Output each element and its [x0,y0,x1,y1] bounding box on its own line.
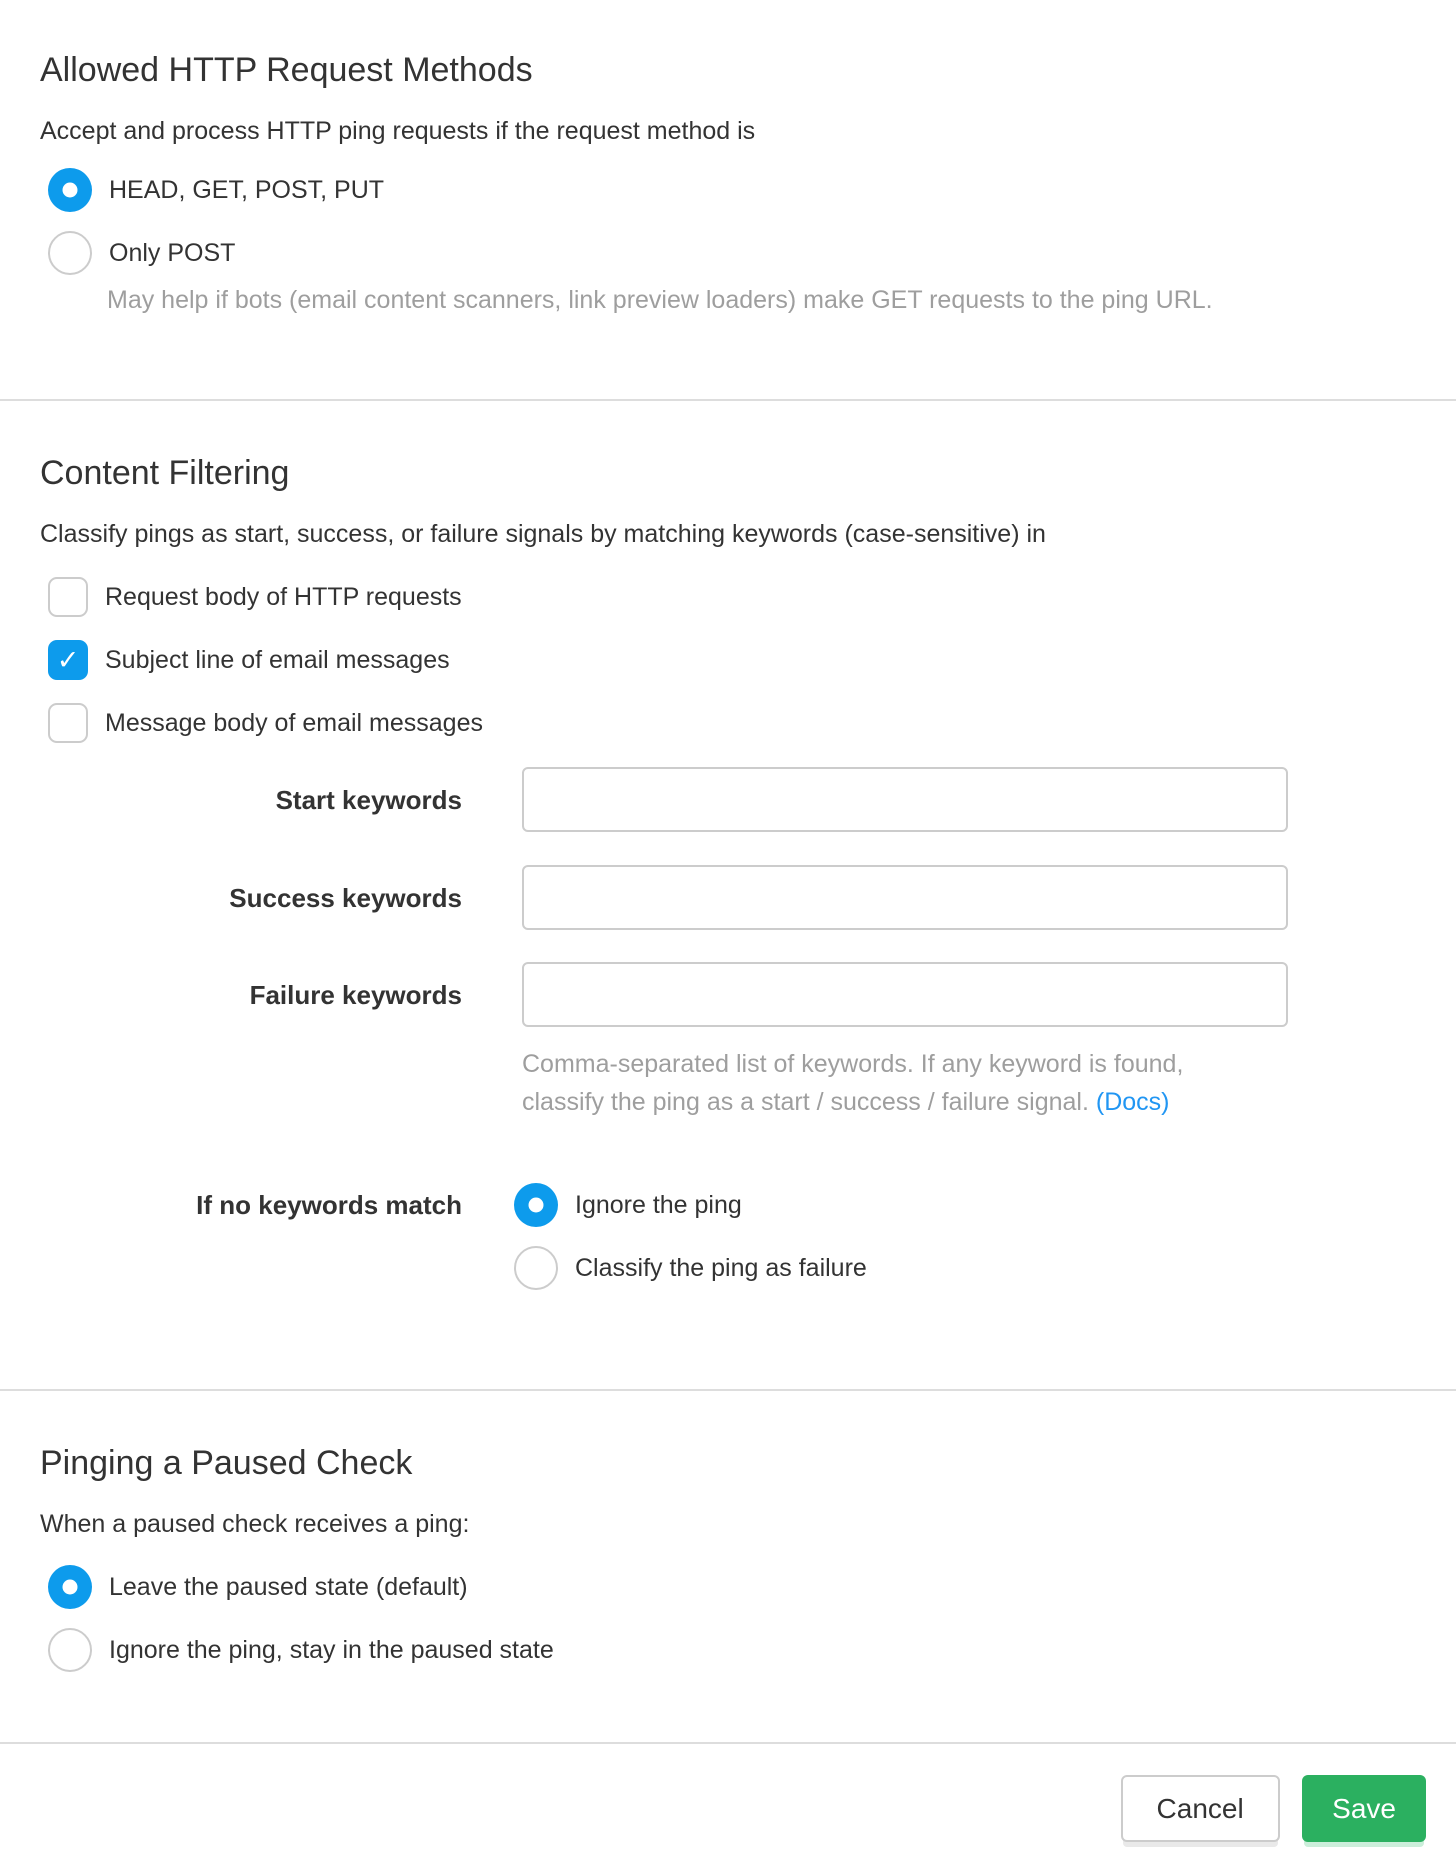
radio-row-ignore-ping[interactable] [514,1183,867,1227]
checkbox-row-email-subject[interactable] [40,640,1416,680]
start-keywords-label: Start keywords [275,784,462,815]
radio-row-ignore-stay-paused[interactable] [40,1628,1416,1672]
radio-only-post[interactable] [48,231,92,275]
radio-label-leave-paused[interactable]: Leave the paused state (default) [109,1573,468,1601]
failure-keywords-input[interactable] [522,962,1288,1027]
section-http-methods [0,0,1456,399]
save-button[interactable]: Save [1302,1775,1426,1842]
success-keywords-input[interactable] [522,865,1288,930]
checkbox-row-request-body[interactable] [40,577,1416,617]
form-footer [0,1744,1456,1842]
cancel-button[interactable]: Cancel [1121,1775,1280,1842]
success-keywords-label: Success keywords [229,882,462,913]
form-row-failure-keywords [40,962,1416,1027]
radio-ignore-ping[interactable] [514,1183,558,1227]
checkbox-label-email-body[interactable]: Message body of email messages [105,709,483,737]
radio-classify-failure[interactable] [514,1246,558,1290]
section-title-paused-check: Pinging a Paused Check [40,1444,413,1482]
checkbox-label-request-body[interactable]: Request body of HTTP requests [105,583,462,611]
form-row-success-keywords [40,865,1416,930]
radio-head-get-post-put[interactable] [48,168,92,212]
http-methods-subtitle: Accept and process HTTP ping requests if the request method is [40,117,756,145]
radio-row-only-post[interactable] [40,231,1416,275]
content-filtering-subtitle: Classify pings as start, success, or failure signals by matching keywords (case-sensitive) in [40,520,1046,548]
checkbox-label-email-subject[interactable]: Subject line of email messages [105,646,450,674]
form-row-start-keywords [40,767,1416,832]
docs-link[interactable]: (Docs) [1095,1088,1170,1116]
radio-row-head-get-post-put[interactable] [40,168,1416,212]
radio-label-classify-failure[interactable]: Classify the ping as failure [575,1254,867,1282]
radio-ignore-stay-paused[interactable] [48,1628,92,1672]
radio-label-ignore-stay-paused[interactable]: Ignore the ping, stay in the paused state [109,1636,554,1664]
radio-row-leave-paused[interactable] [40,1565,1416,1609]
radio-label-head-get-post-put[interactable]: HEAD, GET, POST, PUT [109,176,385,204]
only-post-help-text: May help if bots (email content scanners, link preview loaders) make GET requests to the ping URL. [107,286,1213,314]
keywords-help-line2: classify the ping as a start / success / failure signal. (Docs) [522,1088,1170,1116]
no-keywords-match-label: If no keywords match [196,1190,462,1220]
checkbox-email-body[interactable] [48,703,88,743]
failure-keywords-label: Failure keywords [249,979,462,1010]
radio-row-classify-failure[interactable] [514,1246,867,1290]
paused-check-subtitle: When a paused check receives a ping: [40,1510,470,1538]
start-keywords-input[interactable] [522,767,1288,832]
radio-label-ignore-ping[interactable]: Ignore the ping [575,1191,742,1219]
radio-leave-paused[interactable] [48,1565,92,1609]
checkbox-email-subject[interactable] [48,640,88,680]
section-title-content-filtering: Content Filtering [40,454,290,492]
checkbox-row-email-body[interactable] [40,703,1416,743]
section-content-filtering [0,401,1456,1389]
section-paused-check [0,1391,1456,1742]
radio-label-only-post[interactable]: Only POST [109,239,236,267]
checkbox-request-body[interactable] [48,577,88,617]
section-title-http-methods: Allowed HTTP Request Methods [40,51,533,89]
keywords-help-text [522,1045,1262,1121]
form-row-no-keywords-match [40,1183,1416,1290]
keywords-help-line1: Comma-separated list of keywords. If any keyword is found, [522,1050,1184,1078]
